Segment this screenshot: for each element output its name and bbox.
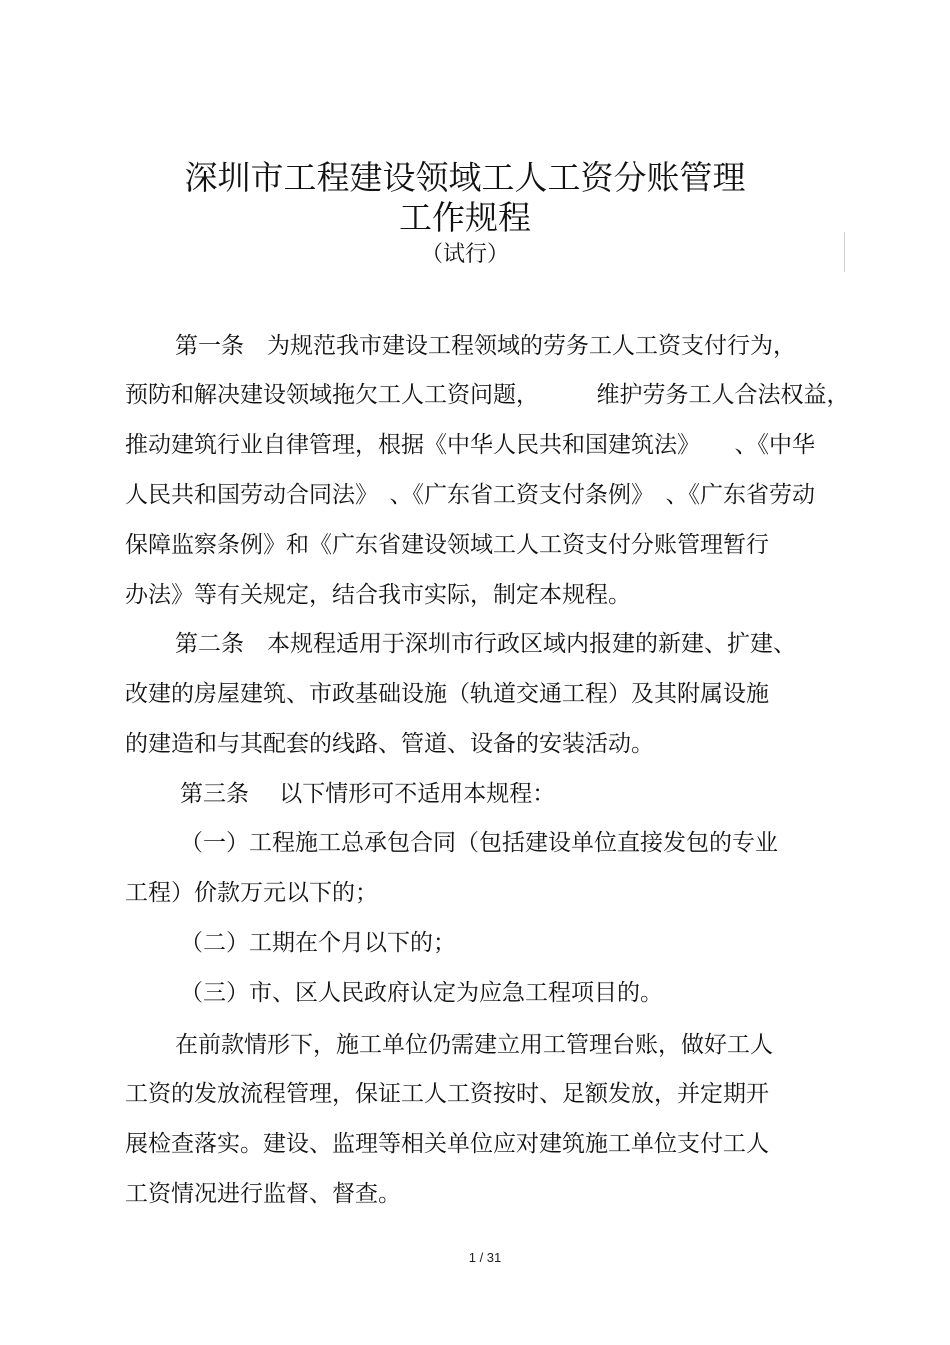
body-line: 第一条 为规范我市建设工程领域的劳务工人工资支付行为， <box>175 333 796 359</box>
body-line: 改建的房屋建筑、市政基础设施（轨道交通工程）及其附属设施 <box>125 681 769 707</box>
body-line: 保障监察条例》和《广东省建设领域工人工资支付分账管理暂行 <box>125 532 769 558</box>
page-number: 1 / 31 <box>468 1250 502 1265</box>
body-line: 在前款情形下，施工单位仍需建立用工管理台账，做好工人 <box>175 1032 773 1058</box>
body-line: 办法》等有关规定，结合我市实际，制定本规程。 <box>125 582 631 608</box>
body-line: （三）市、区人民政府认定为应急工程项目的。 <box>180 980 663 1006</box>
body-line: 工资的发放流程管理，保证工人工资按时、足额发放，并定期开 <box>125 1081 769 1107</box>
body-line: 第三条 以下情形可不适用本规程： <box>180 781 556 807</box>
body-line: 预防和解决建设领域拖欠工人工资问题， 维护劳务工人合法权益， <box>125 382 850 408</box>
body-line: （一）工程施工总承包合同（包括建设单位直接发包的专业 <box>180 830 778 856</box>
body-line: 人民共和国劳动合同法》 、《广东省工资支付条例》 、《广东省劳动 <box>125 482 815 508</box>
margin-mark <box>844 232 845 272</box>
body-line: 展检查落实。建设、监理等相关单位应对建筑施工单位支付工人 <box>125 1131 769 1157</box>
body-line: 工资情况进行监督、督查。 <box>125 1181 401 1207</box>
document-title-line-2: 工作规程 <box>399 198 531 237</box>
body-line: 的建造和与其配套的线路、管道、设备的安装活动。 <box>125 731 654 757</box>
document-title-line-1: 深圳市工程建设领域工人工资分账管理 <box>184 158 746 197</box>
body-line: 工程）价款万元以下的； <box>125 880 378 906</box>
body-line: （二）工期在个月以下的； <box>180 930 456 956</box>
document-subtitle: （试行） <box>420 242 509 267</box>
body-line: 推动建筑行业自律管理，根据《中华人民共和国建筑法》 、《中华 <box>125 432 815 458</box>
body-line: 第二条 本规程适用于深圳市行政区域内报建的新建、扩建、 <box>175 631 796 657</box>
